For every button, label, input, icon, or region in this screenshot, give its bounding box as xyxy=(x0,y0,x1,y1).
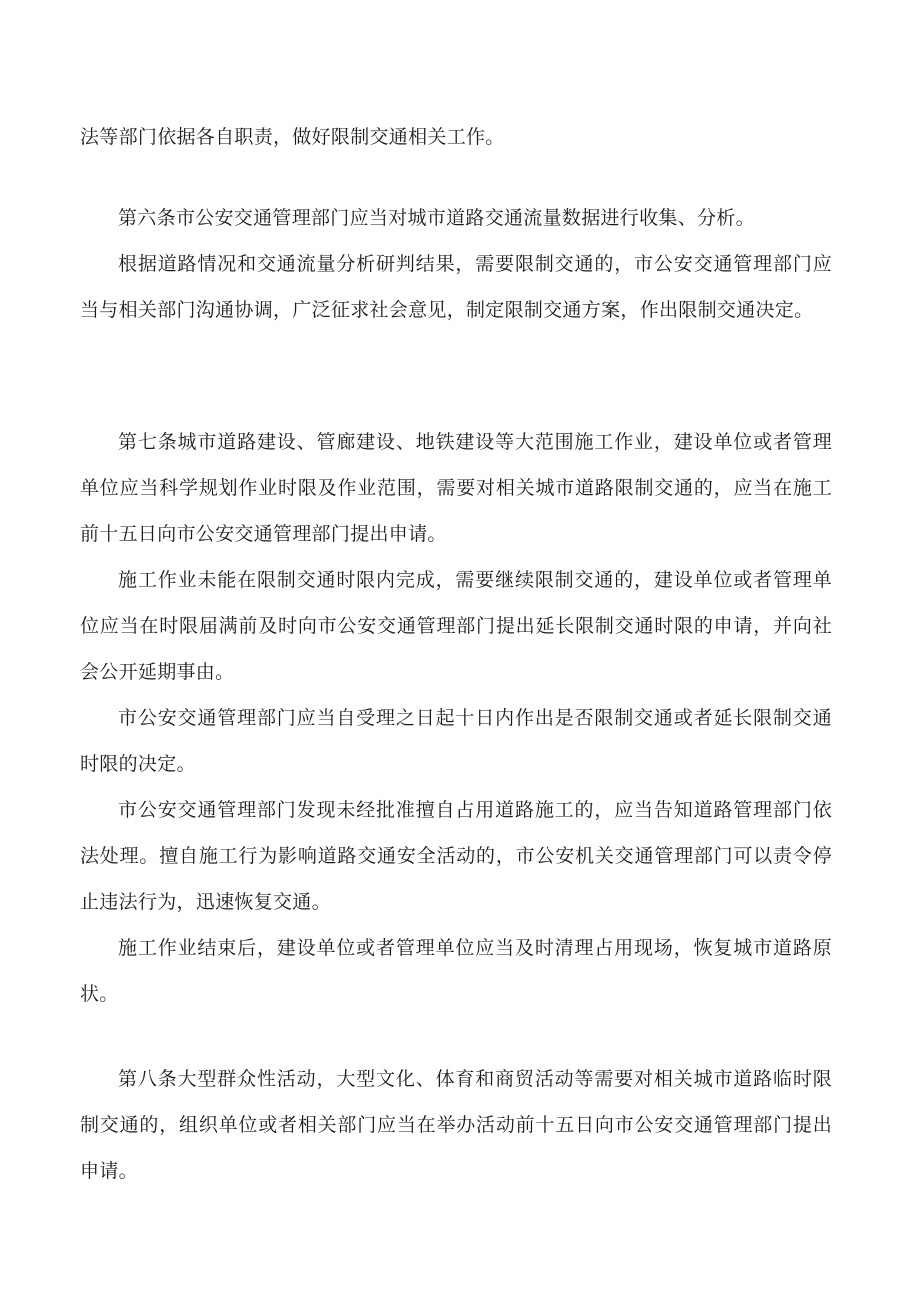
paragraph-article-7-decision: 市公安交通管理部门应当自受理之日起十日内作出是否限制交通或者延长限制交通时限的决定。 xyxy=(80,707,832,775)
paragraph-article-7-restore: 施工作业结束后，建设单位或者管理单位应当及时清理占用现场，恢复城市道路原状。 xyxy=(80,937,832,1005)
paragraph-article-7: 第七条城市道路建设、管廊建设、地铁建设等大范围施工作业，建设单位或者管理单位应当科学规划作业时限及作业范围，需要对相关城市道路限制交通的，应当在施工前十五日向市公安交通管理部门提出申请。 xyxy=(80,431,832,545)
paragraph-article-6-detail: 根据道路情况和交通流量分析研判结果，需要限制交通的，市公安交通管理部门应当与相关部门沟通协调，广泛征求社会意见，制定限制交通方案，作出限制交通决定。 xyxy=(80,253,832,321)
paragraph-article-6: 第六条市公安交通管理部门应当对城市道路交通流量数据进行收集、分析。 xyxy=(118,207,755,229)
paragraph-article-8: 第八条大型群众性活动，大型文化、体育和商贸活动等需要对相关城市道路临时限制交通的，组织单位或者相关部门应当在举办活动前十五日向市公安交通管理部门提出申请。 xyxy=(80,1068,832,1182)
paragraph-article-7-extension: 施工作业未能在限制交通时限内完成，需要继续限制交通的，建设单位或者管理单位应当在时限届满前及时向市公安交通管理部门提出延长限制交通时限的申请，并向社会公开延期事由。 xyxy=(80,569,832,683)
paragraph-continuation: 法等部门依据各自职责，做好限制交通相关工作。 xyxy=(80,126,505,148)
paragraph-article-7-unauthorized: 市公安交通管理部门发现未经批准擅自占用道路施工的，应当告知道路管理部门依法处理。擅自施工行为影响道路交通安全活动的，市公安机关交通管理部门可以责令停止违法行为，迅速恢复交通。 xyxy=(80,799,832,913)
